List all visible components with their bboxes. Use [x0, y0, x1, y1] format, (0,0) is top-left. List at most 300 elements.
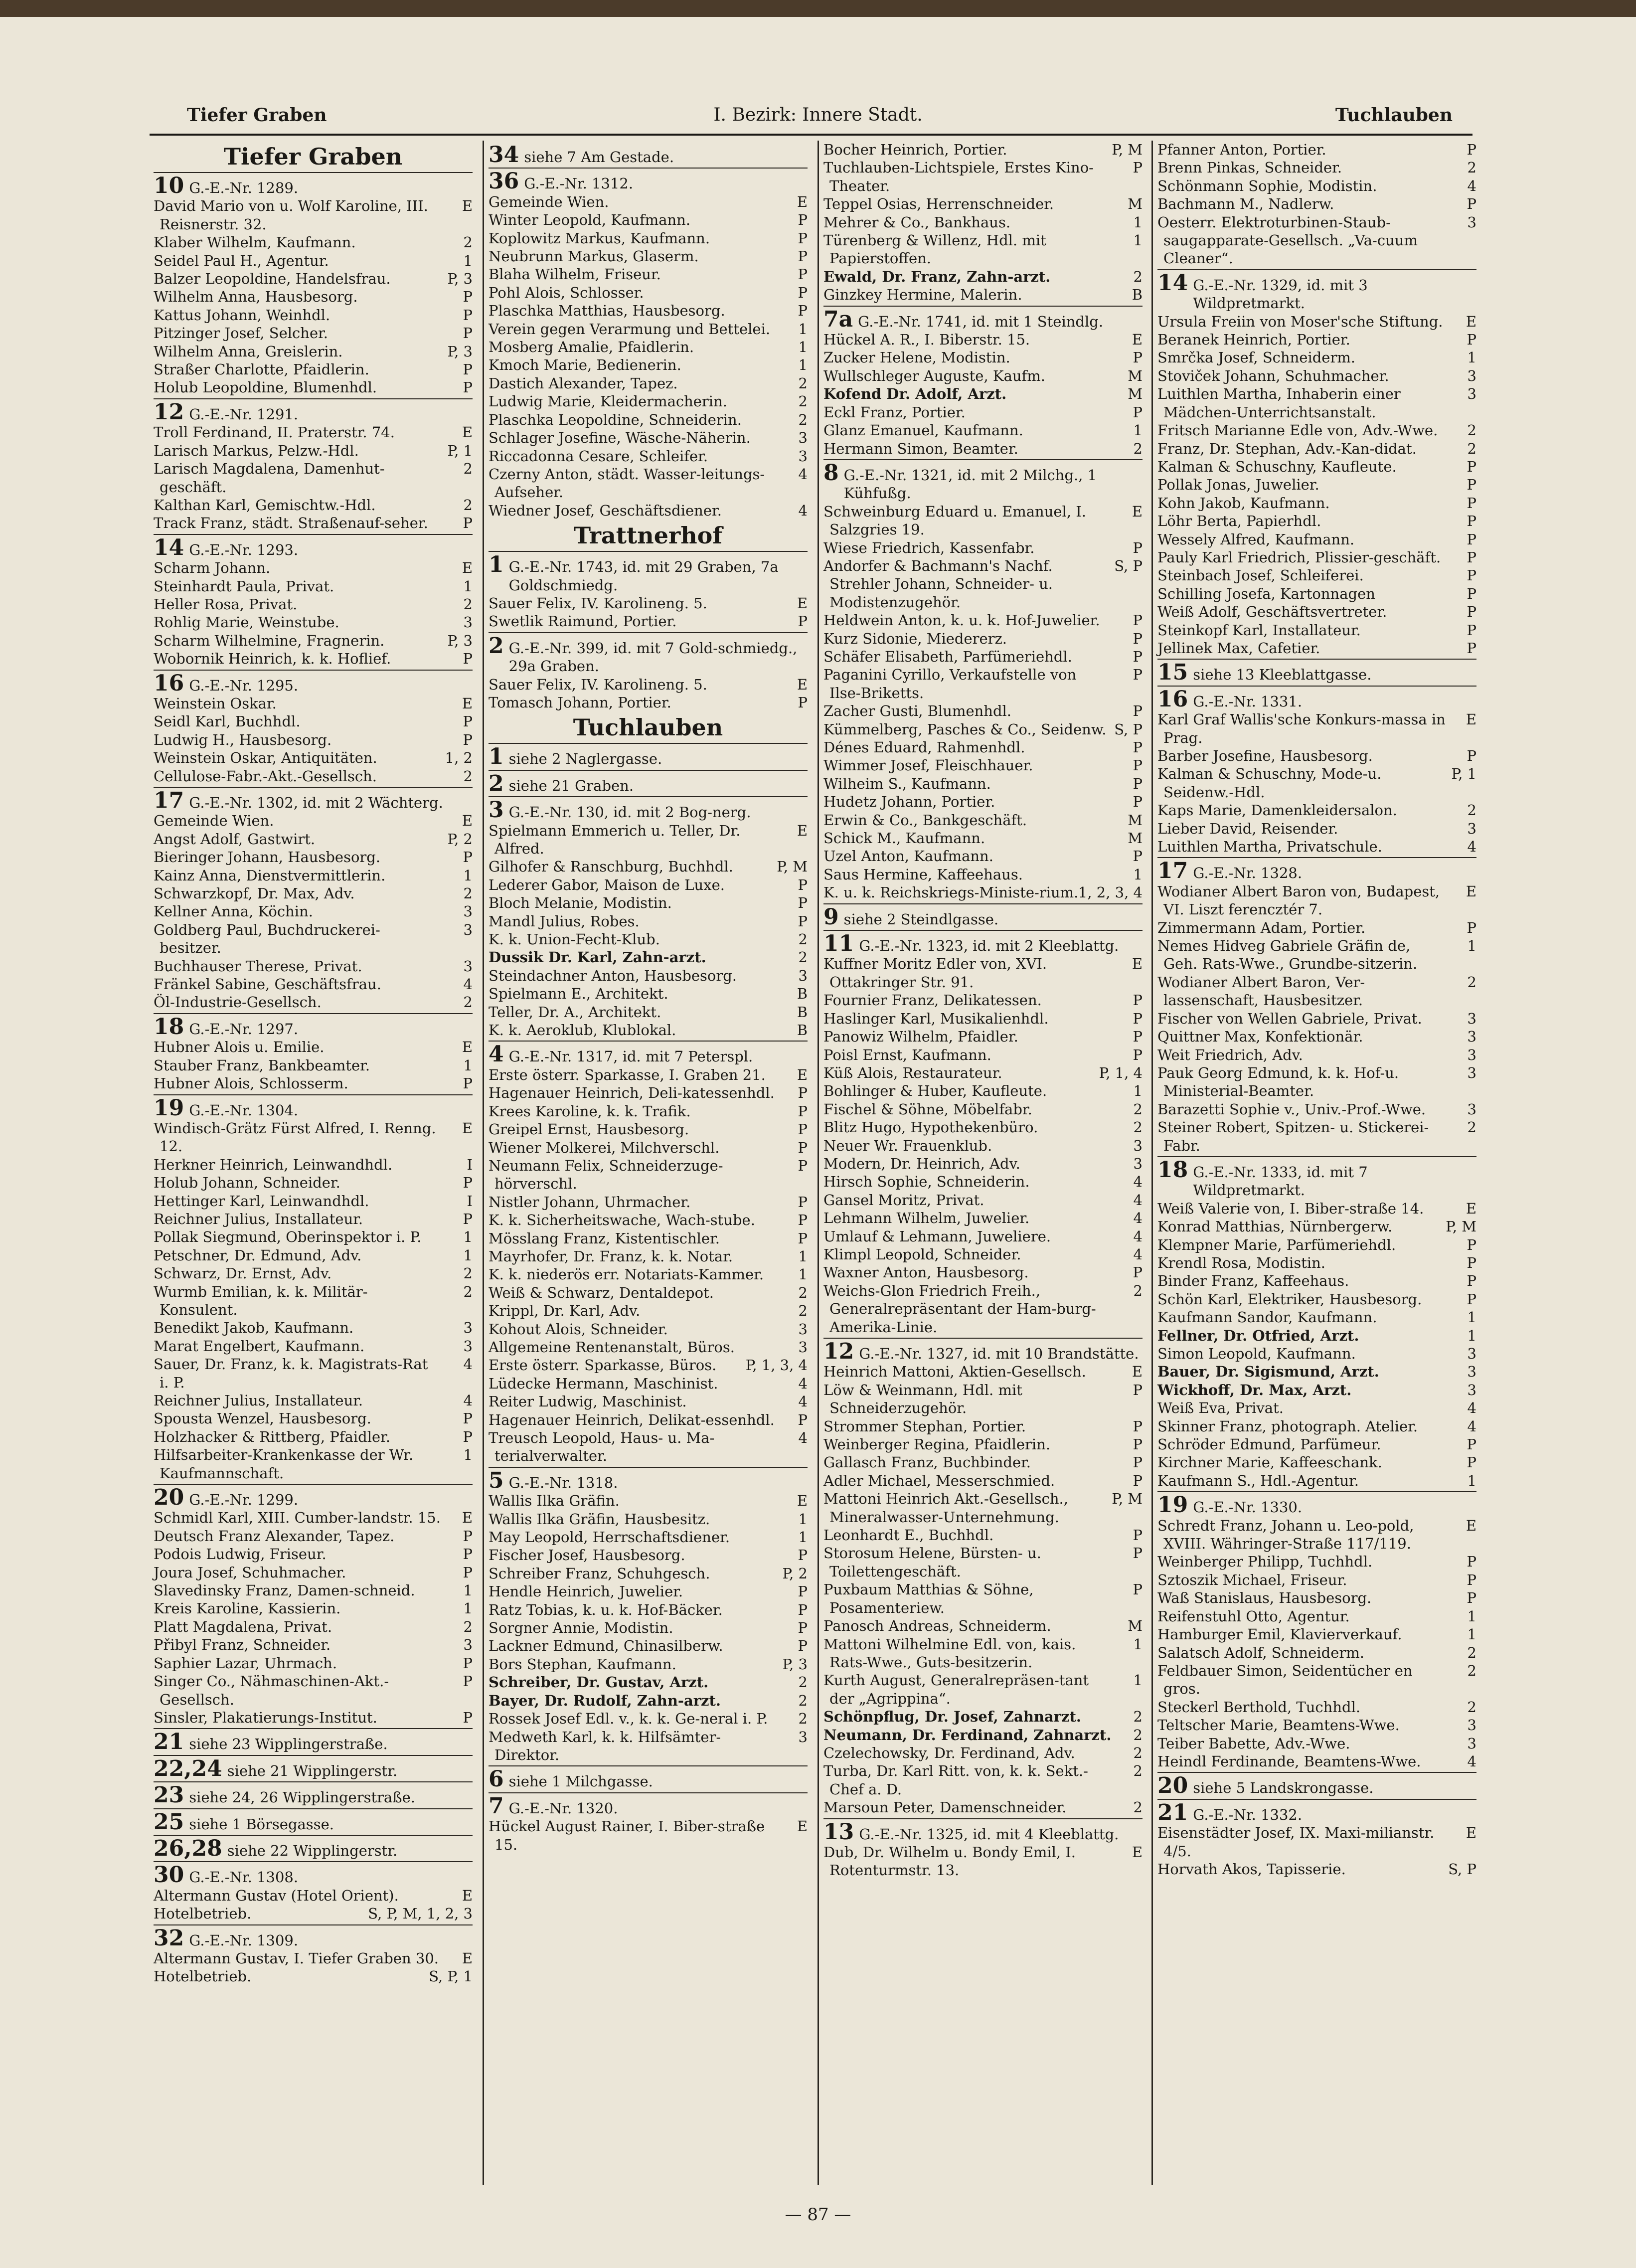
floor-mark: P, 1, 3, 4: [745, 1357, 808, 1374]
resident-name: Puxbaum Matthias & Söhne, Posamenteriew.: [823, 1581, 1034, 1616]
floor-mark: 1, 2: [445, 749, 473, 767]
resident-name: Larisch Magdalena, Damenhut-geschäft.: [154, 460, 385, 496]
resident-entry: [823, 1453, 1143, 1471]
floor-mark: E: [462, 1509, 473, 1527]
resident-entry: [154, 1428, 473, 1446]
resident-name: Bohlinger & Huber, Kaufleute.: [823, 1082, 1047, 1100]
resident-name: Czelechowsky, Dr. Ferdinand, Adv.: [823, 1744, 1075, 1761]
house-entry: [823, 930, 1143, 955]
floor-mark: P, 3: [447, 632, 473, 649]
resident-name: Verein gegen Verarmung und Bettelei.: [489, 320, 771, 338]
resident-name: Poisl Ernst, Kaufmann.: [823, 1046, 991, 1063]
resident-entry: [1157, 838, 1476, 856]
floor-mark: M: [1128, 811, 1143, 829]
resident-entry: [489, 1601, 808, 1619]
resident-entry: [1157, 1363, 1476, 1381]
resident-entry: [489, 1193, 808, 1211]
resident-entry: [154, 1337, 473, 1355]
resident-entry: [154, 252, 473, 270]
resident-entry: [154, 423, 473, 441]
floor-mark: 1: [1467, 1472, 1476, 1489]
resident-entry: [489, 1728, 808, 1764]
resident-name: Sztoszik Michael, Friseur.: [1157, 1571, 1347, 1588]
floor-mark: P: [1467, 458, 1476, 475]
resident-entry: [1157, 1308, 1476, 1326]
resident-entry: [1157, 621, 1476, 639]
resident-entry: [154, 1545, 473, 1563]
floor-mark: 3: [463, 1319, 473, 1337]
resident-entry: [1157, 1607, 1476, 1625]
house-info: siehe 21 Wipplingerstr.: [227, 1762, 398, 1779]
house-info: siehe 24, 26 Wipplingerstraße.: [189, 1789, 416, 1806]
floor-mark: 4: [798, 1393, 808, 1410]
resident-entry: [489, 1637, 808, 1655]
resident-entry: [1157, 349, 1476, 366]
floor-mark: 3: [1467, 1717, 1476, 1734]
floor-mark: 3: [798, 447, 808, 465]
resident-name: Kirchner Marie, Kaffeeschank.: [1157, 1454, 1382, 1471]
resident-entry: [1157, 213, 1476, 268]
resident-entry: [154, 324, 473, 342]
resident-name: Lehmann Wilhelm, Juwelier.: [823, 1210, 1030, 1227]
floor-mark: P: [1467, 1236, 1476, 1253]
floor-mark: P: [463, 1075, 473, 1092]
house-entry: [154, 1808, 473, 1833]
resident-entry: [823, 557, 1143, 611]
resident-entry: [823, 1526, 1143, 1544]
resident-name: Steiner Robert, Spitzen- u. Stickerei-Fabr.: [1157, 1119, 1429, 1154]
floor-mark: 1: [463, 867, 473, 884]
floor-mark: P: [463, 849, 473, 866]
resident-name: Kalman & Schuschny, Mode-u. Seidenw.-Hdl.: [1157, 765, 1382, 801]
floor-mark: 4: [1133, 1210, 1143, 1227]
resident-name: Ludwig H., Hausbesorg.: [154, 731, 332, 748]
resident-entry: [1157, 331, 1476, 349]
floor-mark: P: [1133, 648, 1143, 665]
resident-name: Weinstein Oskar.: [154, 695, 277, 712]
floor-mark: B: [797, 985, 808, 1003]
floor-mark: 2: [463, 1618, 473, 1635]
resident-entry: [1157, 747, 1476, 765]
resident-name: Schönmann Sophie, Modistin.: [1157, 177, 1377, 194]
resident-entry: [154, 1319, 473, 1337]
house-entry: [154, 1835, 473, 1860]
floor-mark: P: [463, 515, 473, 532]
house-entry: [489, 1467, 808, 1492]
floor-mark: 4: [1133, 1227, 1143, 1245]
floor-mark: E: [1466, 313, 1476, 330]
resident-name: Přibyl Franz, Schneider.: [154, 1636, 331, 1654]
house-number: 21: [1157, 1799, 1188, 1825]
resident-name: Fellner, Dr. Otfried, Arzt.: [1157, 1327, 1359, 1344]
house-info: siehe 21 Graben.: [508, 777, 634, 794]
floor-mark: 2: [1467, 973, 1476, 991]
resident-name: Marsoun Peter, Damenschneider.: [823, 1799, 1067, 1816]
resident-entry: [489, 948, 808, 966]
floor-mark: 3: [798, 429, 808, 447]
resident-entry: [489, 985, 808, 1003]
resident-entry: [1157, 177, 1476, 195]
resident-name: Fränkel Sabine, Geschäftsfrau.: [154, 976, 381, 993]
resident-entry: [154, 288, 473, 306]
resident-entry: [154, 496, 473, 514]
resident-name: Eckl Franz, Portier.: [823, 403, 966, 421]
resident-entry: [823, 1227, 1143, 1245]
resident-entry: [154, 378, 473, 396]
house-info: G.-E.-Nr. 1317, id. mit 7 Peterspl.: [508, 1048, 753, 1065]
floor-mark: P: [463, 1564, 473, 1581]
house-number: 20: [1157, 1773, 1188, 1799]
resident-entry: [489, 1302, 808, 1320]
resident-entry: [823, 991, 1143, 1009]
floor-mark: 2: [463, 234, 473, 251]
floor-mark: 2: [1133, 1762, 1143, 1780]
resident-entry: [489, 1375, 808, 1393]
floor-mark: P: [1133, 666, 1143, 684]
resident-entry: [1157, 820, 1476, 838]
resident-name: Wiese Friedrich, Kassenfabr.: [823, 539, 1035, 556]
floor-mark: P: [1133, 1264, 1143, 1281]
resident-entry: [489, 1120, 808, 1138]
resident-name: Lackner Edmund, Chinasilberw.: [489, 1637, 723, 1655]
resident-entry: [823, 1173, 1143, 1191]
resident-entry: [154, 595, 473, 613]
resident-name: Wiedner Josef, Geschäftsdiener.: [489, 502, 722, 519]
floor-mark: P: [798, 876, 808, 893]
resident-name: Jellinek Max, Cafetier.: [1157, 639, 1320, 657]
floor-mark: P: [1467, 1272, 1476, 1290]
house-info: G.-E.-Nr. 1327, id. mit 10 Brandstätte.: [859, 1345, 1139, 1362]
resident-name: Bayer, Dr. Rudolf, Zahn-arzt.: [489, 1692, 721, 1709]
directory-column-2: [489, 141, 808, 1854]
floor-mark: P, M: [1112, 1490, 1143, 1508]
house-info: siehe 1 Börsegasse.: [189, 1815, 334, 1833]
floor-mark: P: [798, 912, 808, 930]
resident-name: Altermann Gustav (Hotel Orient).: [154, 1887, 399, 1904]
floor-mark: P: [798, 1229, 808, 1247]
resident-entry: [823, 1191, 1143, 1209]
house-number: 16: [1157, 686, 1188, 712]
house-entry: [154, 172, 473, 197]
floor-mark: P, 3: [447, 270, 473, 288]
resident-name: Hotelbetrieb.: [154, 1905, 252, 1922]
resident-name: Treusch Leopold, Haus- u. Ma-terialverwalter.: [489, 1429, 715, 1465]
resident-name: Wullschleger Auguste, Kaufm.: [823, 367, 1045, 384]
resident-name: Spielmann Emmerich u. Teller, Dr. Alfred.: [489, 822, 741, 857]
resident-name: Fischer Josef, Hausbesorg.: [489, 1547, 685, 1564]
floor-mark: P: [1133, 1454, 1143, 1471]
resident-name: Hagenauer Heinrich, Deli-katessenhdl.: [489, 1084, 775, 1102]
floor-mark: P: [1133, 1472, 1143, 1489]
resident-entry: [489, 211, 808, 229]
resident-entry: [489, 1565, 808, 1582]
floor-mark: P: [463, 1673, 473, 1690]
resident-name: Pollak Jonas, Juwelier.: [1157, 476, 1319, 494]
resident-entry: [154, 360, 473, 378]
house-entry: [1157, 1156, 1476, 1200]
resident-entry: [489, 1211, 808, 1229]
book-binding-edge: [0, 0, 1636, 17]
floor-mark: P: [798, 1619, 808, 1637]
resident-entry: [823, 611, 1143, 629]
floor-mark: E: [797, 1818, 808, 1835]
house-number: 2: [489, 770, 504, 796]
resident-entry: [823, 666, 1143, 702]
house-number: 22,24: [154, 1755, 222, 1781]
resident-name: Wiener Molkerei, Milchverschl.: [489, 1139, 720, 1156]
resident-entry: [823, 1100, 1143, 1118]
resident-entry: [154, 1654, 473, 1672]
floor-mark: P: [798, 1121, 808, 1138]
resident-entry: [154, 884, 473, 902]
floor-mark: 1: [798, 320, 808, 338]
floor-mark: 1: [1467, 349, 1476, 366]
resident-entry: [154, 460, 473, 496]
floor-mark: E: [1466, 711, 1476, 728]
floor-mark: 3: [463, 903, 473, 920]
floor-mark: M: [1128, 385, 1143, 403]
floor-mark: 3: [798, 1728, 808, 1745]
resident-name: Schredt Franz, Johann u. Leo-pold, XVIII. Währinger-Straße 117/119.: [1157, 1517, 1414, 1553]
resident-entry: [154, 1636, 473, 1654]
resident-entry: [1157, 973, 1476, 1010]
resident-name: Bors Stephan, Kaufmann.: [489, 1655, 676, 1673]
resident-name: Salatsch Adolf, Schneiderm.: [1157, 1644, 1364, 1661]
floor-mark: P: [1467, 1436, 1476, 1453]
house-number: 13: [823, 1819, 854, 1845]
resident-entry: [823, 1617, 1143, 1635]
resident-entry: [154, 812, 473, 830]
resident-name: Fournier Franz, Delikatessen.: [823, 992, 1042, 1009]
floor-mark: P: [1467, 513, 1476, 530]
resident-entry: [489, 930, 808, 948]
resident-entry: [489, 1157, 808, 1193]
resident-name: Barber Josefine, Hausbesorg.: [1157, 747, 1373, 764]
floor-mark: B: [1132, 286, 1143, 304]
floor-mark: 1: [463, 1446, 473, 1464]
floor-mark: P: [798, 1157, 808, 1174]
floor-mark: S, P: [1114, 557, 1143, 574]
floor-mark: M: [1128, 1617, 1143, 1635]
resident-name: Klempner Marie, Parfümeriehdl.: [1157, 1236, 1396, 1253]
resident-entry: [823, 195, 1143, 213]
floor-mark: E: [1132, 1363, 1143, 1381]
floor-mark: P: [1133, 992, 1143, 1009]
resident-entry: [154, 1672, 473, 1709]
floor-mark: 2: [1467, 1644, 1476, 1661]
floor-mark: P: [1133, 793, 1143, 811]
house-number: 34: [489, 142, 519, 168]
floor-mark: P: [1467, 1571, 1476, 1588]
house-info: G.-E.-Nr. 1321, id. mit 2 Milchg., 1 Kühfußg.: [843, 466, 1097, 502]
resident-name: Track Franz, städt. Straßenauf-seher.: [154, 515, 428, 532]
house-info: siehe 2 Naglergasse.: [508, 750, 662, 768]
resident-entry: [154, 1392, 473, 1409]
floor-mark: P: [798, 284, 808, 301]
resident-name: Kalthan Karl, Gemischtw.-Hdl.: [154, 496, 376, 514]
house-entry: [154, 1861, 473, 1886]
resident-name: Leonhardt E., Buchhdl.: [823, 1527, 994, 1544]
resident-entry: [154, 1709, 473, 1727]
resident-entry: [154, 1887, 473, 1905]
resident-name: Pauk Georg Edmund, k. k. Hof-u. Ministerial-Beamter.: [1157, 1064, 1399, 1100]
floor-mark: P: [798, 894, 808, 912]
resident-entry: [823, 883, 1143, 901]
floor-mark: 4: [1133, 1245, 1143, 1263]
resident-name: Sauer Felix, IV. Karolineng. 5.: [489, 594, 707, 612]
floor-mark: P: [463, 325, 473, 342]
floor-mark: E: [462, 1887, 473, 1904]
floor-mark: 2: [798, 411, 808, 428]
resident-name: Schwarz, Dr. Ernst, Adv.: [154, 1265, 332, 1282]
house-entry: [1157, 269, 1476, 313]
resident-name: Troll Ferdinand, II. Praterstr. 74.: [154, 424, 395, 441]
resident-name: Reichner Julius, Installateur.: [154, 1392, 363, 1409]
resident-name: Schön Karl, Elektriker, Hausbesorg.: [1157, 1290, 1422, 1308]
resident-entry: [489, 338, 808, 356]
resident-name: Spielmann E., Architekt.: [489, 985, 668, 1003]
resident-name: Binder Franz, Kaffeehaus.: [1157, 1272, 1349, 1290]
resident-name: Gansel Moritz, Privat.: [823, 1191, 984, 1209]
floor-mark: 2: [798, 393, 808, 410]
resident-name: Riccadonna Cesare, Schleifer.: [489, 447, 708, 465]
floor-mark: P: [798, 302, 808, 320]
resident-name: Ginzkey Hermine, Malerin.: [823, 286, 1022, 304]
floor-mark: 3: [1467, 213, 1476, 231]
resident-name: K. k. Aeroklub, Klublokal.: [489, 1022, 676, 1039]
floor-mark: 4: [798, 502, 808, 519]
floor-mark: P, 2: [447, 830, 473, 848]
house-info: G.-E.-Nr. 1325, id. mit 4 Kleeblattg.: [859, 1825, 1119, 1843]
resident-entry: [489, 356, 808, 374]
resident-name: Cellulose-Fabr.-Akt.-Gesellsch.: [154, 767, 377, 785]
house-number: 19: [1157, 1492, 1188, 1518]
resident-entry: [489, 1066, 808, 1084]
house-info: G.-E.-Nr. 1291.: [189, 405, 299, 423]
floor-mark: P: [463, 1709, 473, 1726]
floor-mark: 1, 2, 3, 4: [1078, 884, 1143, 901]
floor-mark: P: [1133, 349, 1143, 366]
floor-mark: E: [1132, 955, 1143, 973]
floor-mark: 1: [1467, 1607, 1476, 1625]
resident-name: Waxner Anton, Hausbesorg.: [823, 1264, 1029, 1281]
column-divider: [483, 141, 484, 2185]
floor-mark: 3: [1467, 1100, 1476, 1118]
house-entry: [1157, 1772, 1476, 1797]
floor-mark: P: [1133, 1046, 1143, 1063]
house-info: siehe 7 Am Gestade.: [524, 149, 674, 166]
resident-name: K. k. niederös err. Notariats-Kammer.: [489, 1266, 764, 1283]
resident-name: Larisch Markus, Pelzw.-Hdl.: [154, 442, 359, 459]
resident-name: Zucker Helene, Modistin.: [823, 349, 1010, 366]
resident-name: Neubrunn Markus, Glaserm.: [489, 248, 699, 265]
resident-entry: [154, 1192, 473, 1210]
floor-mark: 2: [463, 885, 473, 902]
floor-mark: 2: [463, 1265, 473, 1282]
resident-entry: [823, 1762, 1143, 1798]
floor-mark: P: [463, 1546, 473, 1563]
resident-name: Sauer, Dr. Franz, k. k. Magistrats-Rat i. P.: [154, 1356, 428, 1391]
resident-name: Zimmermann Adam, Portier.: [1157, 919, 1366, 936]
floor-mark: P: [1467, 585, 1476, 602]
floor-mark: P, 3: [447, 343, 473, 360]
resident-entry: [1157, 1716, 1476, 1734]
resident-entry: [1157, 1698, 1476, 1716]
resident-name: Eisenstädter Josef, IX. Maxi-milianstr. 4/5.: [1157, 1824, 1435, 1860]
resident-entry: [154, 514, 473, 532]
resident-entry: [1157, 937, 1476, 973]
house-number: 6: [489, 1766, 504, 1792]
floor-mark: P: [1467, 1454, 1476, 1471]
resident-entry: [823, 829, 1143, 847]
house-number: 23: [154, 1782, 184, 1808]
resident-entry: [1157, 1399, 1476, 1417]
resident-entry: [489, 1229, 808, 1247]
resident-name: Wodianer Albert Baron, Ver-lassenschaft, Hausbesitzer.: [1157, 973, 1365, 1009]
resident-name: Mösslang Franz, Kistentischler.: [489, 1229, 720, 1247]
resident-name: Kuffner Moritz Edler von, XVI. Ottakringer Str. 91.: [823, 955, 1047, 991]
floor-mark: 1: [1467, 937, 1476, 955]
resident-name: May Leopold, Herrschaftsdiener.: [489, 1529, 730, 1546]
resident-entry: [154, 1264, 473, 1282]
resident-name: Podois Ludwig, Friseur.: [154, 1546, 327, 1563]
street-heading: Tuchlauben: [573, 714, 723, 741]
floor-mark: P, M: [1446, 1218, 1476, 1235]
resident-entry: [154, 731, 473, 749]
resident-entry: [823, 1028, 1143, 1046]
resident-name: Zacher Gusti, Blumenhdl.: [823, 702, 1012, 720]
resident-entry: [823, 403, 1143, 421]
resident-name: Czerny Anton, städt. Wasser-leitungs-Aufseher.: [489, 465, 765, 501]
floor-mark: 2: [1133, 1744, 1143, 1761]
resident-name: Heinrich Mattoni, Aktien-Gesellsch.: [823, 1363, 1086, 1381]
resident-name: Mehrer & Co., Bankhaus.: [823, 213, 1011, 231]
floor-mark: 4: [463, 976, 473, 993]
house-number: 36: [489, 169, 519, 194]
resident-name: Kümmelberg, Pasches & Co., Seidenw.: [823, 720, 1107, 738]
floor-mark: P: [798, 1139, 808, 1156]
resident-name: Modern, Dr. Heinrich, Adv.: [823, 1155, 1020, 1172]
house-entry: [489, 1041, 808, 1065]
resident-entry: [1157, 1028, 1476, 1046]
house-number: 14: [1157, 270, 1188, 296]
resident-entry: [823, 367, 1143, 385]
floor-mark: P: [1133, 848, 1143, 865]
floor-mark: P: [1467, 530, 1476, 548]
resident-entry: [823, 231, 1143, 268]
house-number: 30: [154, 1862, 184, 1888]
house-info: G.-E.-Nr. 1293.: [189, 541, 299, 558]
resident-name: Ratz Tobias, k. u. k. Hof-Bäcker.: [489, 1601, 723, 1618]
resident-name: Klaber Wilhelm, Kaufmann.: [154, 234, 356, 251]
resident-entry: [1157, 1200, 1476, 1218]
resident-name: Schlager Josefine, Wäsche-Näherin.: [489, 429, 751, 447]
header-rule: [150, 134, 1472, 136]
floor-mark: P: [1133, 539, 1143, 556]
resident-name: Kurz Sidonie, Miedererz.: [823, 630, 1007, 647]
floor-mark: E: [797, 676, 808, 693]
house-number: 10: [154, 173, 184, 198]
resident-name: K. u. k. Reichskriegs-Ministe-rium.: [823, 884, 1079, 901]
house-entry: [823, 1338, 1143, 1363]
floor-mark: P: [1133, 1028, 1143, 1046]
resident-entry: [1157, 1046, 1476, 1064]
resident-name: Mattoni Heinrich Akt.-Gesellsch., Mineralwasser-Unternehmung.: [823, 1490, 1068, 1526]
floor-mark: P: [463, 1428, 473, 1445]
resident-name: Fischer von Wellen Gabriele, Privat.: [1157, 1010, 1422, 1027]
resident-entry: [1157, 585, 1476, 603]
resident-entry: [154, 1967, 473, 1985]
